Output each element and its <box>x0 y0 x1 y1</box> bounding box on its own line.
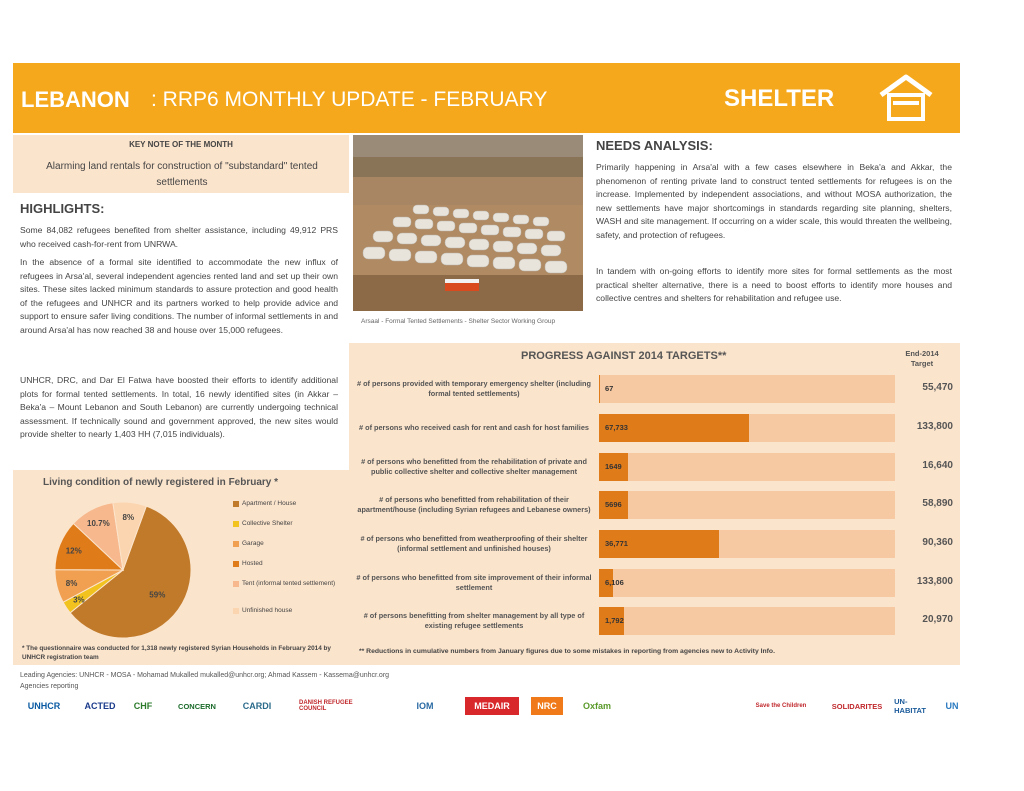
agency-logo: UNHCR <box>27 701 61 711</box>
keynote-heading: KEY NOTE OF THE MONTH <box>129 140 233 149</box>
progress-bar <box>599 375 600 403</box>
legend-swatch <box>233 501 239 507</box>
legend-item <box>233 500 343 520</box>
agency-logo: DANISH REFUGEE COUNCIL <box>299 700 353 712</box>
agency-logo: MEDAIR <box>465 697 519 715</box>
agency-logos <box>13 692 960 722</box>
agency-logo: UN-HABITAT <box>894 697 926 715</box>
progress-label: # of persons who benefitted from site improvement of their informal settlement <box>356 573 592 592</box>
agencies-reporting-label: Agencies reporting <box>20 683 79 690</box>
progress-row <box>349 451 960 483</box>
header-title: : RRP6 MONTHLY UPDATE - FEBRUARY <box>151 88 548 111</box>
progress-label: # of persons who benefitted from weatherproofing of their shelter (informal settlement and unfinished houses) <box>360 534 588 553</box>
legend-item <box>233 607 343 627</box>
progress-track <box>599 453 895 481</box>
progress-track <box>599 530 895 558</box>
legend-label: Hosted <box>242 560 263 567</box>
agency-logo: Oxfam <box>582 701 611 711</box>
target-value: 133,800 <box>916 576 953 587</box>
legend-item <box>233 520 343 540</box>
progress-row <box>349 605 960 637</box>
keynote-box <box>13 135 349 193</box>
highlights-title: HIGHLIGHTS: <box>20 201 105 216</box>
header-sector: SHELTER <box>724 85 835 112</box>
photo-caption: Arsaal - Formal Tented Settlements - Shelter Sector Working Group <box>361 318 556 325</box>
progress-row <box>349 412 960 444</box>
progress-label: # of persons provided with temporary emergency shelter (including formal tented settlements) <box>357 379 591 398</box>
pie-slice-label: 3% <box>73 595 85 605</box>
progress-label: # of persons who benefitted from rehabilitation of their apartment/house (including Syrian refugees and Lebanese owners) <box>357 495 591 514</box>
achieved-value: 67 <box>605 384 614 393</box>
agency-logo: Save the Children <box>755 703 807 709</box>
pie-slice-label: 10.7% <box>87 519 110 529</box>
achieved-value: 6,106 <box>605 578 624 587</box>
achieved-value: 1,792 <box>605 616 624 625</box>
achieved-value: 1649 <box>605 462 622 471</box>
progress-track <box>599 414 895 442</box>
pie-slice-label: 59% <box>149 590 166 600</box>
progress-label: # of persons who received cash for rent and cash for host families <box>359 423 589 432</box>
agency-logo: ACTED <box>84 701 116 711</box>
legend-item <box>233 580 343 607</box>
achieved-value: 36,771 <box>605 539 628 548</box>
legend-label: Unfinished house <box>242 607 293 614</box>
pie-slice-label: 12% <box>65 546 82 556</box>
keynote-text: Alarming land rentals for construction of "substandard" tented settlements <box>46 161 318 188</box>
needs-paragraph-2: In tandem with on-going efforts to identify more sites for formal settlements as the most practical shelter alternative, there is a need to boost efforts to identify more houses and collective centres and shelters for rehabilitation and refugee use. <box>596 266 952 303</box>
pie-slice-label: 8% <box>65 578 78 588</box>
agency-logo: CARDI <box>242 701 272 711</box>
progress-label: # of persons benefitting from shelter management by all type of existing refugee settlements <box>363 611 585 630</box>
pie-title: Living condition of newly registered in February * <box>43 477 279 488</box>
header-country: LEBANON <box>21 87 130 112</box>
agency-logo: SOLIDARITES <box>831 701 883 711</box>
leading-agencies: Leading Agencies: UNHCR - MOSA - Mohamad Mukalled mukalled@unhcr.org; Ahmad Kassem - Kassema@unhcr.org <box>20 672 390 679</box>
progress-title: PROGRESS AGAINST 2014 TARGETS** <box>521 350 727 362</box>
progress-row <box>349 489 960 521</box>
highlights-paragraph-1: Some 84,082 refugees benefited from shelter assistance, including 49,912 PRS who received cash-for-rent from UNRWA. <box>20 225 338 249</box>
target-value: 58,890 <box>922 498 953 509</box>
legend-swatch <box>233 581 239 587</box>
progress-panel <box>349 343 960 665</box>
legend-swatch <box>233 521 239 527</box>
house-icon <box>877 73 935 123</box>
highlights-paragraph-3: UNHCR, DRC, and Dar El Fatwa have boosted their efforts to identify additional plots for formal tented settlements. In total, 16 newly identified sites (in Akkar – Beka'a – Mount Lebanon and South Lebanon) are currently undergoing technical assessment. If technically sound and government approved, the new sites would provide shelter to nearly 1,403 HH (7,015 individuals). <box>20 375 338 439</box>
legend-swatch <box>233 561 239 567</box>
pie-note: * The questionnaire was conducted for 1,318 newly registered Syrian Households in February 2014 by UNHCR registration team <box>22 645 331 661</box>
agency-logo: UN <box>945 701 959 711</box>
progress-label: # of persons who benefitted from the rehabilitation of private and public collective shelter and collective shelter management <box>361 457 587 476</box>
legend-label: Apartment / House <box>242 500 297 507</box>
legend-label: Tent (informal tented settlement) <box>242 580 336 587</box>
agency-logo: IOM <box>416 701 434 711</box>
agency-logo: NRC <box>531 697 563 715</box>
progress-row <box>349 528 960 560</box>
settlement-photo <box>353 135 583 311</box>
living-condition-panel <box>13 470 349 665</box>
agency-logo: CHF <box>133 701 153 711</box>
needs-analysis-title: NEEDS ANALYSIS: <box>596 138 713 153</box>
pie-slice-label: 8% <box>122 513 135 523</box>
achieved-value: 67,733 <box>605 423 628 432</box>
progress-track <box>599 491 895 519</box>
legend-item <box>233 560 343 580</box>
header-banner <box>13 63 960 133</box>
progress-track <box>599 607 895 635</box>
legend-swatch <box>233 541 239 547</box>
agency-logo: CONCERN <box>178 701 216 711</box>
highlights-paragraph-2: In the absence of a formal site identified to accommodate the new influx of refugees in Arsa'al, several independent agencies rented land and set up their own sites. These sites lacked minimum standards to assure protection and good health of the refugees and UNHCR and its partners worked to help provide advice and support to ensure safer living conditions. The number of informal settlements in and around Arsa'al has now reached 38 and house over 15,000 refugees. <box>20 257 338 335</box>
target-header: End-2014 Target <box>905 349 939 368</box>
legend-label: Garage <box>242 540 264 547</box>
needs-paragraph-1: Primarily happening in Arsa'al with a few cases elsewhere in Beka'a and Akkar, the phenomenon of renting private land to construct tented settlements for refugees is on the increase. Implemented by independent associations, and without MOSA authorization, the new settlements have major shortcomings in standards regarding site planning, shelters, WASH and site management. If occurring on a wider scale, this would threaten the wellbeing, safety, and protection of refugees. <box>596 162 952 240</box>
target-value: 20,970 <box>922 614 953 625</box>
achieved-value: 5696 <box>605 500 622 509</box>
legend-swatch <box>233 608 239 614</box>
living-condition-pie <box>38 490 208 640</box>
progress-row <box>349 373 960 405</box>
progress-footnote: ** Reductions in cumulative numbers from January figures due to some mistakes in reporting from agencies new to Activity Info. <box>359 648 775 655</box>
target-value: 133,800 <box>916 421 953 432</box>
progress-track <box>599 375 895 403</box>
progress-row <box>349 567 960 599</box>
target-value: 55,470 <box>922 382 953 393</box>
legend-item <box>233 540 343 560</box>
progress-track <box>599 569 895 597</box>
legend-label: Collective Shelter <box>242 520 293 527</box>
pie-legend <box>233 500 343 627</box>
target-value: 90,360 <box>922 537 953 548</box>
target-value: 16,640 <box>922 460 953 471</box>
